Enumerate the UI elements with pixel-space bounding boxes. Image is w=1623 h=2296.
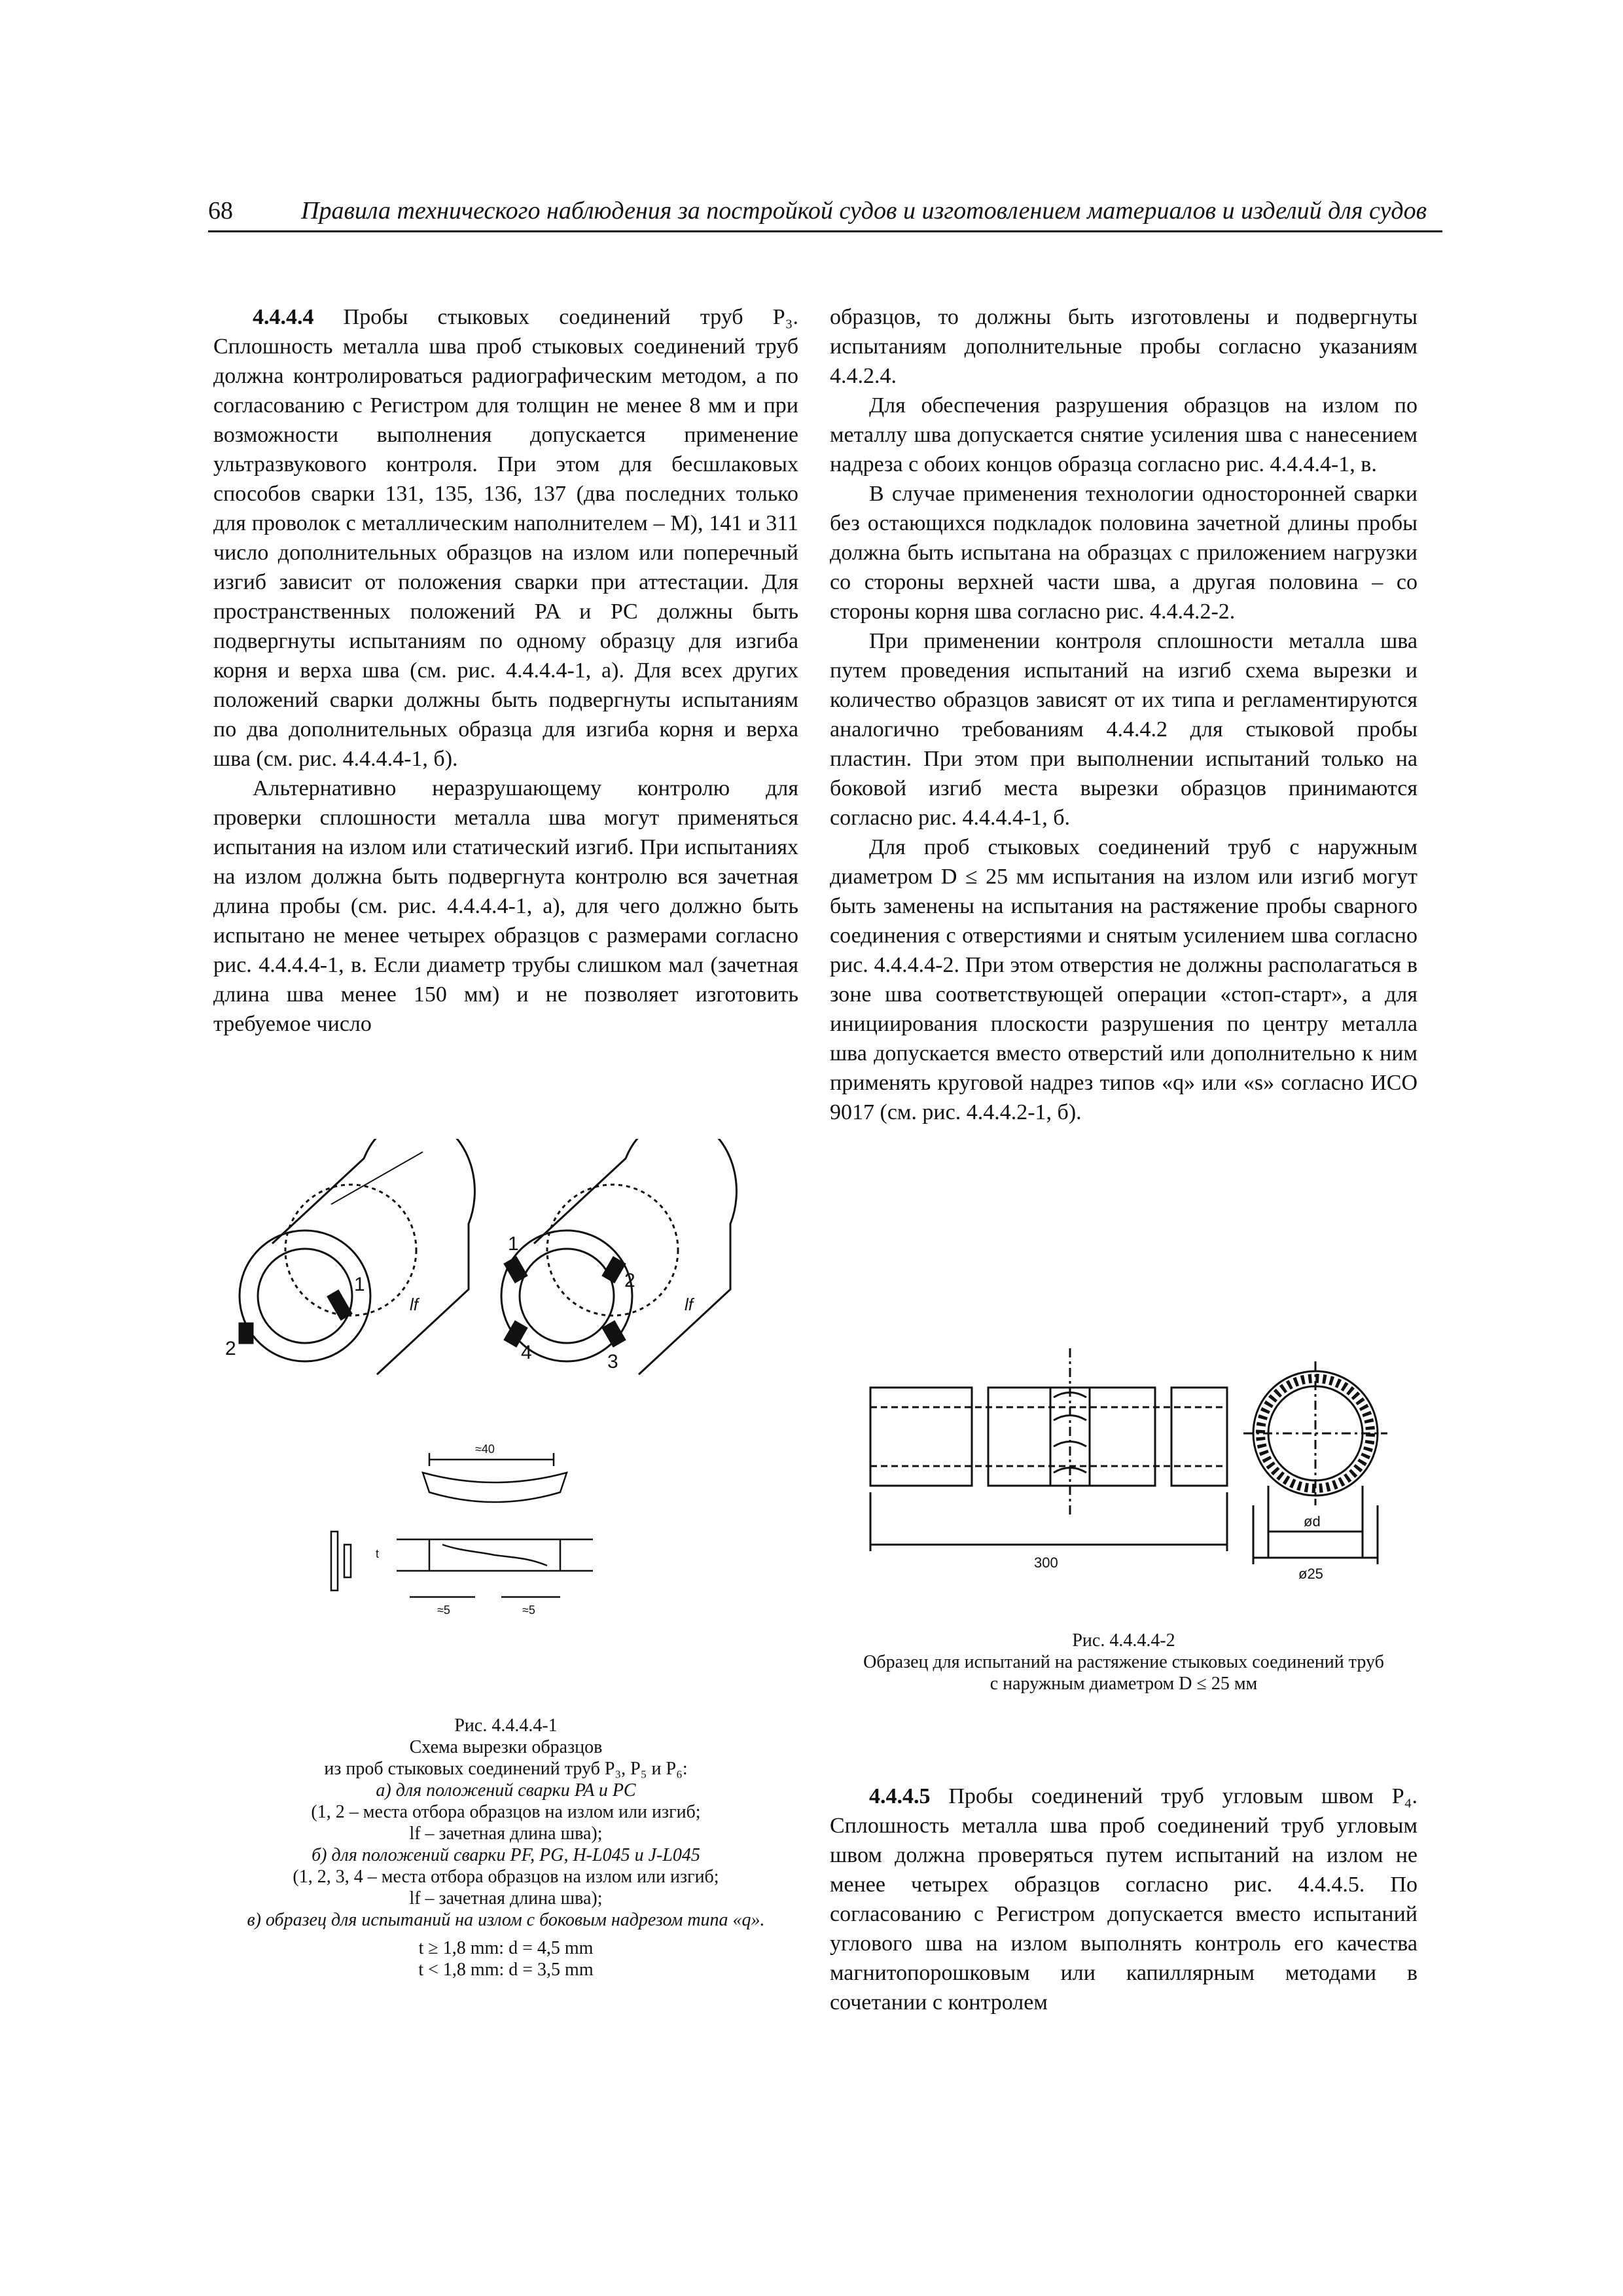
label-lf: lf [410, 1295, 418, 1314]
section-number: 4.4.4.4 [253, 305, 314, 329]
right-column [830, 302, 1418, 1127]
paragraph: Для проб стыковых соединений труб с наружным диаметром D ≤ 25 мм испытания на излом или изгиб могут быть заменены на испытания на растяжение пробы сварного соединения с отверстиями и снятым усилением шва согласно рис. 4.4.4.4-2. При этом отверстия не должны располагаться в зоне шва соответствующей операции «стоп-старт», а для инициирования плоскости разрушения по центру металла шва допускается вместо отверстий или дополнительно к ним применять круговой надрез типов «q» или «s» согласно ИСО 9017 (см. рис. 4.4.4.2-1, б). [830, 835, 1418, 1124]
figure-caption-4-4-4-4-1 [213, 1715, 798, 1981]
running-title: Правила технического наблюдения за постройкой судов и изготовлением материалов и изделий для судов [301, 197, 1427, 224]
label-d: ød [1304, 1513, 1321, 1530]
label-4: 4 [521, 1342, 532, 1363]
paragraph: В случае применения технологии односторонней сварки без остающихся подкладок половина зачетной длины пробы должна быть испытана на образцах с приложением нагрузки со стороны верхней части шва, а другая половина – со стороны корня шва согласно рис. 4.4.4.2-2. [830, 482, 1418, 624]
paragraph-4-4-4-5 [830, 1782, 1418, 2017]
section-number: 4.4.4.5 [869, 1784, 931, 1808]
specimen-cross-section [1243, 1361, 1387, 1582]
paragraph-text: Пробы соединений труб угловым швом Р₄. Сплошность металла шва проб соединений труб угловым швом должна проверяться путем испытаний на излом не менее четырех образцов согласно рис. 4.4.4.5. По согласованию с Регистром допускается вместо испытаний углового шва на излом выполнять контроль его качества магнитопорошковым или капиллярным методами в сочетании с контролем [830, 1784, 1418, 2015]
paragraph: Альтернативно неразрушающему контролю для проверки сплошности металла шва могут применяться испытания на излом или статический изгиб. При испытаниях на излом должна быть подвергнута контролю вся зачетная длина пробы (см. рис. 4.4.4.4-1, а), для чего должно быть испытано не менее четырех образцов с размерами согласно рис. 4.4.4.4-1, в. Если диаметр трубы слишком мал (зачетная длина шва менее 150 мм) и не позволяет изготовить требуемое число [213, 776, 798, 1036]
caption-line: а) для положений сварки PA и PC [376, 1780, 636, 1801]
paragraph: образцов, то должны быть изготовлены и подвергнуты испытаниям дополнительные пробы согласно указаниям 4.4.2.4. [830, 305, 1418, 388]
label-length: 300 [1034, 1554, 1058, 1571]
specimen-side-view [870, 1348, 1227, 1571]
caption-line: б) для положений сварки PF, PG, H-L045 и J-L045 [312, 1845, 700, 1865]
label-3: 3 [607, 1351, 618, 1372]
right-column-lower [830, 1782, 1418, 2017]
caption-line: Рис. 4.4.4.4-2 [1072, 1630, 1175, 1651]
label-lf: lf [685, 1295, 693, 1314]
figure-4-4-4-4-2 [864, 1335, 1400, 1597]
label-D: ø25 [1298, 1566, 1323, 1582]
caption-line: Схема вырезки образцов [409, 1737, 603, 1757]
figure-caption-4-4-4-4-2 [830, 1630, 1418, 1695]
label-1: 1 [354, 1274, 365, 1295]
caption-line: t < 1,8 mm: d = 3,5 mm [418, 1960, 594, 1980]
paragraph-4-4-4-4 [213, 302, 798, 774]
paragraph-text: Пробы стыковых соединений труб Р₃. Сплошность металла шва проб стыковых соединений труб должна контролироваться радиографическим методом, а по согласованию с Регистром для толщин не менее 8 мм и при возможности выполнения допускается применение ультразвукового контроля. При этом для бесшлаковых способов сварки 131, 135, 136, 137 (два последних только для проволок с металлическим наполнителем – М), 141 и 311 число дополнительных образцов на излом или поперечный изгиб зависит от положения сварки при аттестации. Для пространственных положений PA и PC должны быть подвергнуты испытаниям по одному образцу для изгиба корня и верха шва (см. рис. 4.4.4.4-1, а). Для всех других положений сварки должны быть подвергнуты испытаниям по два дополнительных образца для изгиба корня и верха шва (см. рис. 4.4.4.4-1, б). [213, 305, 798, 771]
label-1: 1 [508, 1233, 519, 1255]
pipe-drawing-b [501, 1139, 736, 1374]
left-column [213, 302, 798, 1039]
header-rule [208, 230, 1442, 232]
caption-line: lf – зачетная длина шва); [409, 1823, 603, 1844]
label-2: 2 [225, 1338, 236, 1359]
caption-line: (1, 2, 3, 4 – места отбора образцов на излом или изгиб; [293, 1867, 719, 1887]
caption-line: t ≥ 1,8 mm: d = 4,5 mm [418, 1938, 594, 1958]
caption-line: с наружным диаметром D ≤ 25 мм [990, 1674, 1258, 1694]
figure-4-4-4-4-1 [213, 1139, 802, 1702]
paragraph: Для обеспечения разрушения образцов на излом по металлу шва допускается снятие усиления шва с нанесением надреза с обоих концов образца согласно рис. 4.4.4.4-1, в. [830, 393, 1418, 476]
pipe-drawing-a [225, 1139, 474, 1374]
page-number: 68 [208, 197, 233, 224]
paragraph: При применении контроля сплошности металла шва путем проведения испытаний на изгиб схема вырезки и количество образцов зависят от их типа и регламентируются аналогично требованиям 4.4.4.2 для стыковой пробы пластин. При этом при выполнении испытаний только на боковой изгиб места вырезки образцов принимаются согласно рис. 4.4.4.4-1, б. [830, 629, 1418, 830]
caption-line: lf – зачетная длина шва); [409, 1888, 603, 1909]
specimen-drawing-c [331, 1443, 593, 1617]
label-t: t [376, 1547, 380, 1560]
label-2: 2 [624, 1270, 635, 1291]
caption-line: из проб стыковых соединений труб Р₃, Р₅ и Р₆: [324, 1759, 688, 1779]
label-dim40: ≈40 [475, 1443, 495, 1456]
caption-line: (1, 2 – места отбора образцов на излом или изгиб; [311, 1802, 701, 1822]
label-dim5: ≈5 [437, 1604, 450, 1617]
caption-line: Рис. 4.4.4.4-1 [454, 1715, 558, 1736]
caption-line: в) образец для испытаний на излом с боковым надрезом типа «q». [247, 1910, 765, 1930]
label-dim5: ≈5 [522, 1604, 535, 1617]
caption-line: Образец для испытаний на растяжение стыковых соединений труб [863, 1652, 1384, 1672]
